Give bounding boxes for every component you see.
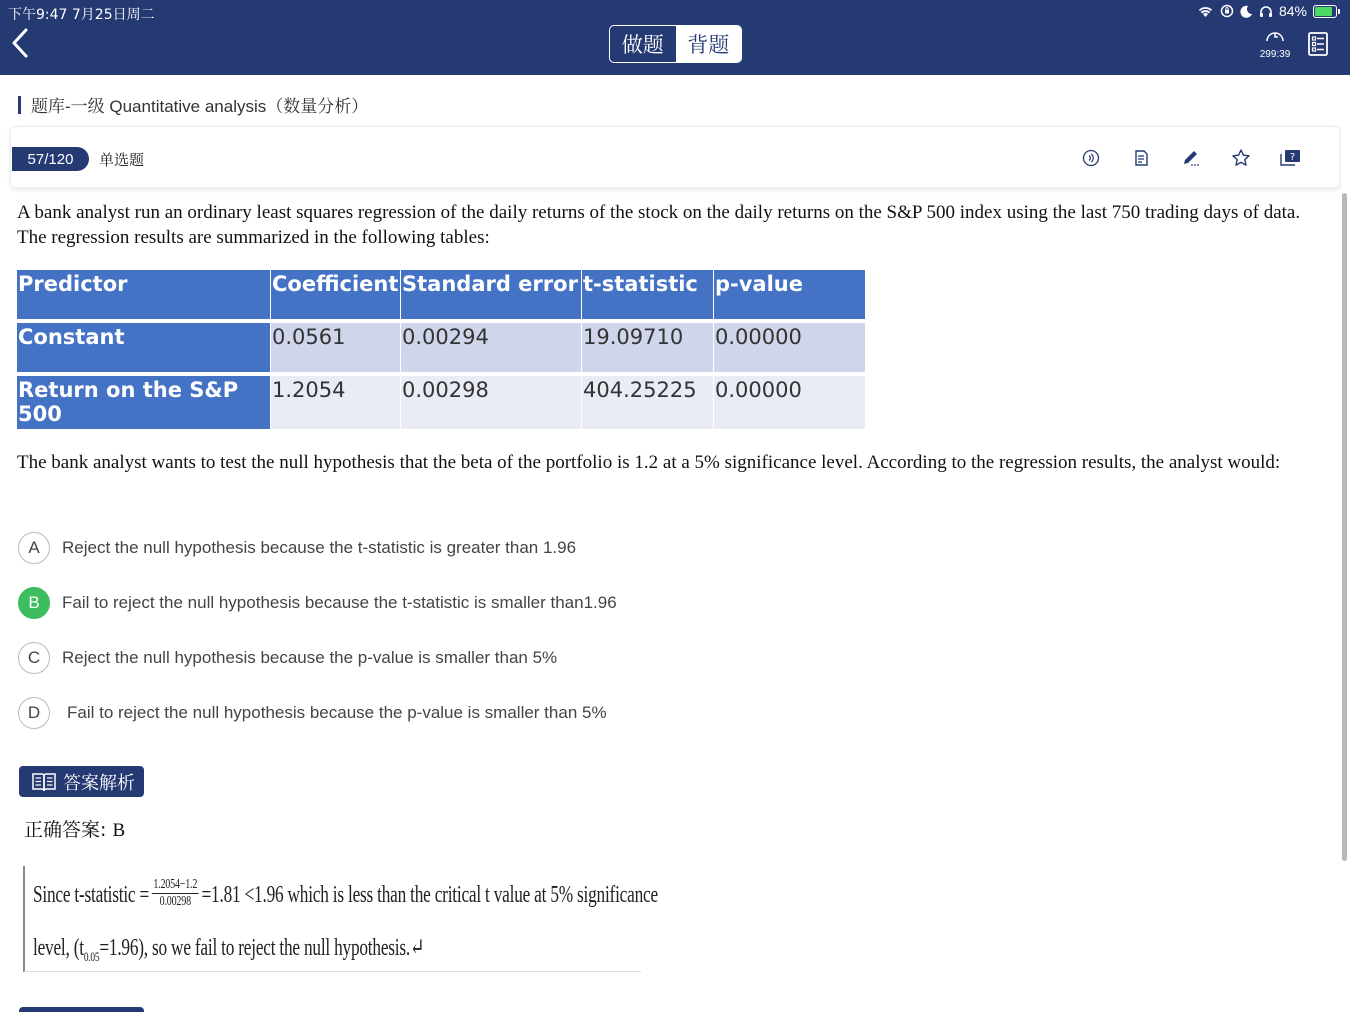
fraction-denominator: 0.00298: [159, 894, 191, 909]
table-header: p-value: [714, 270, 866, 323]
table-header: Standard error: [401, 270, 582, 323]
explanation-text: =1.81 <1.96 which is less than the critical t value at 5% significance: [201, 882, 658, 909]
question-progress: 57/120: [12, 147, 89, 171]
chevron-left-icon: [8, 26, 32, 60]
breadcrumb-marker: [18, 96, 21, 114]
explanation-text: level, (t: [33, 935, 84, 961]
question-type: 单选题: [99, 151, 145, 169]
table-header: Predictor: [17, 270, 271, 323]
correct-answer: [24, 815, 125, 842]
table-cell: 0.00294: [401, 323, 582, 376]
star-icon: [1231, 148, 1251, 168]
explanation-text: =1.96), so we fail to reject the null hypothesis.↵: [99, 935, 425, 961]
edit-icon: [1181, 148, 1201, 168]
note-icon: [1133, 149, 1149, 167]
table-cell: 19.09710: [582, 323, 714, 376]
breadcrumb-text: 题库-一级 Quantitative analysis（数量分析）: [31, 97, 369, 116]
option-c[interactable]: [18, 642, 557, 674]
explanation-fraction: [152, 877, 199, 910]
correct-answer-value: B: [112, 820, 126, 841]
timer-icon: [1264, 27, 1286, 43]
breadcrumb: [18, 92, 368, 117]
table-cell: 0.00298: [401, 376, 582, 429]
question-prompt: The bank analyst wants to test the null hypothesis that the beta of the portfolio is 1.2 at a 5% significance level. According to the regression results, the analyst would:: [17, 452, 1281, 473]
analysis-tab[interactable]: [19, 766, 144, 797]
feedback-icon: [1280, 149, 1302, 167]
explanation-line-1: [33, 877, 658, 913]
fraction-numerator: 1.2054−1.2: [153, 877, 198, 892]
option-d[interactable]: [18, 697, 607, 729]
timer-value: 299:39: [1259, 49, 1291, 60]
edit-button[interactable]: [1166, 146, 1216, 170]
headphones-icon: [1259, 5, 1273, 18]
option-text: Fail to reject the null hypothesis because the p-value is smaller than 5%: [67, 703, 607, 722]
table-header-row: [17, 270, 866, 323]
answer-card-button[interactable]: [1307, 31, 1329, 57]
question-header: [10, 126, 1340, 188]
question-toolbar: [1066, 146, 1316, 170]
explanation-text: Since t-statistic =: [33, 882, 150, 909]
svg-text:?: ?: [1289, 152, 1296, 163]
answer-sheet-icon: [1307, 31, 1329, 57]
audio-icon: [1082, 149, 1100, 167]
rotation-lock-icon: [1220, 4, 1234, 18]
table-cell: 0.00000: [714, 376, 866, 429]
table-row: [17, 376, 866, 429]
table-cell: 404.25225: [582, 376, 714, 429]
note-button[interactable]: [1116, 146, 1166, 170]
option-b[interactable]: [18, 587, 617, 619]
option-letter: D: [18, 697, 50, 729]
table-header: t-statistic: [582, 270, 714, 323]
correct-answer-label: 正确答案:: [24, 819, 107, 841]
feedback-button[interactable]: [1266, 146, 1316, 170]
tab-review[interactable]: 背题: [676, 26, 742, 62]
audio-button[interactable]: [1066, 146, 1116, 170]
table-cell: 1.2054: [271, 376, 401, 429]
analysis-label: 答案解析: [63, 772, 135, 794]
battery-icon: [1313, 5, 1340, 18]
timer[interactable]: [1254, 27, 1296, 60]
option-a[interactable]: [18, 532, 576, 564]
next-section-tab[interactable]: [19, 1007, 144, 1012]
status-time: 下午9:47 7月25日周二: [8, 7, 155, 23]
scrollbar[interactable]: [1342, 193, 1347, 861]
table-row-label: Return on the S&P 500: [17, 376, 271, 429]
option-letter: C: [18, 642, 50, 674]
question-stem: A bank analyst run an ordinary least squares regression of the daily returns of the stock on the daily returns on the S&P 500 index using the last 750 trading days of data. The regression results are summarized in the following tables:: [17, 202, 1301, 248]
table-cell: 0.00000: [714, 323, 866, 376]
book-icon: [31, 771, 57, 793]
top-bar: [0, 0, 1350, 75]
explanation-line-2: [33, 933, 424, 965]
battery-percent: 84%: [1278, 3, 1307, 19]
mode-toggle: [609, 25, 742, 63]
table-row-label: Constant: [17, 323, 271, 376]
status-icons: [1197, 3, 1340, 19]
tab-practice[interactable]: 做题: [621, 33, 664, 57]
table-row: [17, 323, 866, 376]
option-text: Reject the null hypothesis because the p-value is smaller than 5%: [62, 648, 558, 667]
moon-icon: [1240, 5, 1253, 18]
explanation-subscript: 0.05: [83, 948, 100, 964]
regression-table: [17, 270, 866, 429]
back-button[interactable]: [8, 26, 38, 62]
table-header: Coefficient: [271, 270, 401, 323]
option-text: Reject the null hypothesis because the t-statistic is greater than 1.96: [62, 538, 577, 557]
option-letter: B: [18, 587, 50, 619]
explanation-image: [23, 866, 658, 972]
favorite-button[interactable]: [1216, 146, 1266, 170]
table-cell: 0.0561: [271, 323, 401, 376]
option-letter: A: [18, 532, 50, 564]
option-text: Fail to reject the null hypothesis because the t-statistic is smaller than1.96: [62, 593, 617, 612]
wifi-icon: [1197, 5, 1214, 18]
